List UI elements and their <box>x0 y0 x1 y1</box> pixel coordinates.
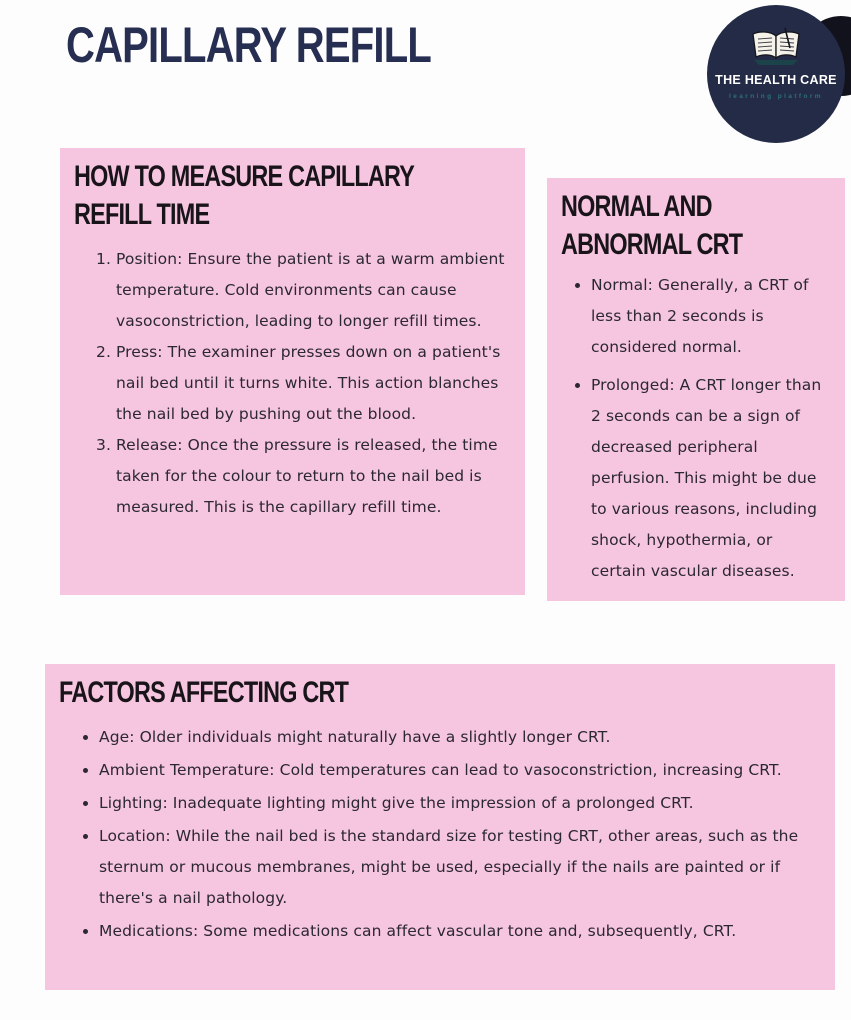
open-book-icon <box>744 27 808 71</box>
factors-list <box>59 722 821 947</box>
list-item-normal: • Normal: Generally, a CRT of less than 2 seconds is considered normal. <box>591 270 831 363</box>
section-heading-factors: FACTORS AFFECTING CRT <box>59 676 349 709</box>
logo-tagline-text: learning platform <box>729 93 823 100</box>
list-item-location: • Location: While the nail bed is the standard size for testing CRT, other areas, such as the sternum or mucous membranes, might be used, especially if the nails are painted or if there's a nail pathology. <box>99 821 821 914</box>
logo-circle <box>707 5 845 143</box>
measure-steps-list <box>74 244 511 523</box>
list-item-position: 1. Position: Ensure the patient is at a warm ambient temperature. Cold environments can cause vasoconstriction, leading to longer refill times. <box>116 244 511 337</box>
list-item-prolonged: • Prolonged: A CRT longer than 2 seconds can be a sign of decreased peripheral perfusion. This might be due to various reasons, including shock, hypothermia, or certain vascular diseases. <box>591 370 831 587</box>
section-normal-abnormal-crt <box>547 178 845 601</box>
list-item-lighting: • Lighting: Inadequate lighting might give the impression of a prolonged CRT. <box>99 788 821 819</box>
brand-logo <box>691 0 851 150</box>
list-item-medications: • Medications: Some medications can affect vascular tone and, subsequently, CRT. <box>99 916 821 947</box>
section-heading-normal-abnormal: NORMAL AND ABNORMAL CRT <box>561 190 743 261</box>
list-item-age: • Age: Older individuals might naturally have a slightly longer CRT. <box>99 722 821 753</box>
page-title: CAPILLARY REFILL <box>66 17 431 73</box>
list-item-ambient-temperature: • Ambient Temperature: Cold temperatures can lead to vasoconstriction, increasing CRT. <box>99 755 821 786</box>
section-heading-measure: HOW TO MEASURE CAPILLARY REFILL TIME <box>74 160 414 231</box>
normal-abnormal-list <box>561 270 831 587</box>
list-item-release: 3. Release: Once the pressure is released, the time taken for the colour to return to the nail bed is measured. This is the capillary refill time. <box>116 430 511 523</box>
section-how-to-measure-crt <box>60 148 525 595</box>
logo-brand-text: THE HEALTH CARE <box>715 73 837 87</box>
section-factors-affecting-crt <box>45 664 835 990</box>
list-item-press: 2. Press: The examiner presses down on a patient's nail bed until it turns white. This action blanches the nail bed by pushing out the blood. <box>116 337 511 430</box>
